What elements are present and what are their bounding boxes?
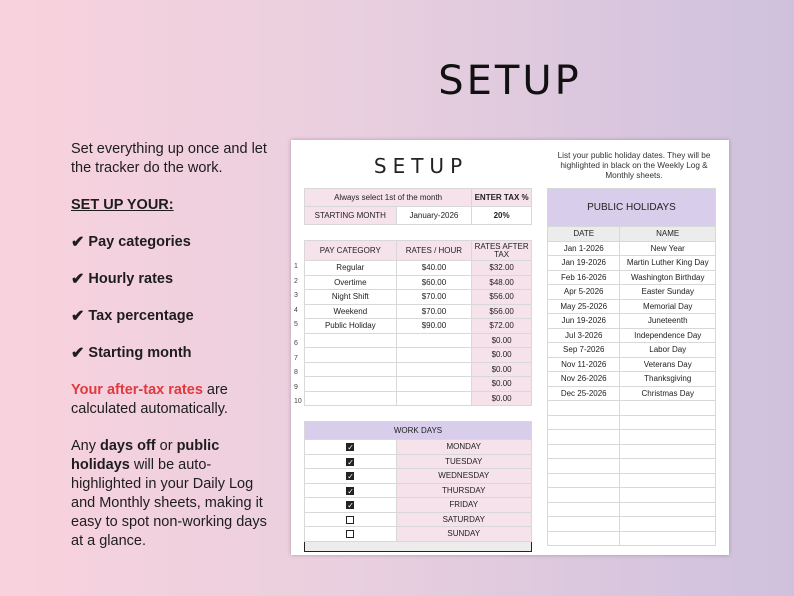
pay-category-cell[interactable]: 2 Overtime: [305, 275, 397, 290]
table-row: [305, 333, 532, 348]
rate-cell[interactable]: $70.00: [396, 290, 472, 305]
table-row: [548, 444, 716, 459]
check-icon: ✔: [71, 271, 85, 288]
rate-cell[interactable]: [396, 391, 472, 406]
checkbox-checked-icon[interactable]: ✓: [347, 486, 354, 496]
after-tax-cell: $0.00: [472, 333, 532, 348]
row-number: 10: [294, 398, 302, 406]
holiday-name-cell[interactable]: [620, 517, 716, 532]
table-row: [305, 304, 532, 319]
date-column-header: DATE: [548, 227, 620, 242]
after-tax-cell: $32.00: [472, 261, 532, 276]
pay-category-cell[interactable]: [294, 391, 397, 406]
table-row: [548, 372, 716, 387]
holiday-date-cell[interactable]: Feb 16-2026: [548, 270, 620, 285]
table-row: [548, 488, 716, 503]
pay-category-header: PAY CATEGORY: [305, 241, 397, 261]
holiday-date-cell[interactable]: [548, 502, 620, 517]
table-row: [305, 319, 532, 334]
tax-input[interactable]: 20%: [472, 207, 532, 225]
row-number: 7: [294, 354, 298, 362]
table-row: [305, 377, 532, 392]
pay-category-cell[interactable]: [294, 333, 397, 348]
work-day-checkbox-cell[interactable]: [305, 512, 397, 527]
holiday-name-cell[interactable]: [620, 488, 716, 503]
after-tax-cell: $56.00: [472, 290, 532, 305]
holiday-date-cell[interactable]: [548, 488, 620, 503]
holiday-name-cell[interactable]: Veterans Day: [620, 357, 716, 372]
work-day-checkbox-cell[interactable]: [305, 527, 397, 542]
feature-description: [71, 140, 271, 569]
holiday-name-cell[interactable]: [620, 430, 716, 445]
holiday-name-cell[interactable]: [620, 459, 716, 474]
checklist-item-label: Tax percentage: [88, 308, 194, 324]
table-row: [548, 502, 716, 517]
holiday-name-cell[interactable]: [620, 473, 716, 488]
table-row: [305, 498, 532, 513]
holiday-date-cell[interactable]: Jun 19-2026: [548, 314, 620, 329]
row-number: 9: [294, 383, 298, 391]
work-day-name: TUESDAY: [396, 454, 532, 469]
table-row: [548, 314, 716, 329]
table-row: [548, 328, 716, 343]
checklist-item: [71, 344, 271, 363]
pay-category-cell[interactable]: [294, 362, 397, 377]
starting-month-select[interactable]: January-2026: [396, 207, 472, 225]
holiday-name-cell[interactable]: Washington Birthday: [620, 270, 716, 285]
holiday-name-cell[interactable]: Thanksgiving: [620, 372, 716, 387]
name-column-header: NAME: [620, 227, 716, 242]
row-number: 5: [294, 321, 298, 329]
holiday-name-cell[interactable]: Martin Luther King Day: [620, 256, 716, 271]
holiday-date-cell[interactable]: Jan 1-2026: [548, 241, 620, 256]
checkbox-checked-icon[interactable]: ✓: [347, 443, 354, 453]
public-holidays-header: PUBLIC HOLIDAYS: [548, 189, 716, 227]
holiday-date-cell[interactable]: Nov 26-2026: [548, 372, 620, 387]
table-row: [305, 483, 532, 498]
work-day-name: SATURDAY: [396, 512, 532, 527]
holiday-name-cell[interactable]: [620, 531, 716, 546]
table-row: [548, 517, 716, 532]
setup-header: SET UP YOUR:: [71, 197, 174, 213]
table-row: [305, 348, 532, 363]
holiday-date-cell[interactable]: [548, 444, 620, 459]
row-number: 3: [294, 292, 298, 300]
rate-cell[interactable]: [396, 348, 472, 363]
rate-cell[interactable]: $40.00: [396, 261, 472, 276]
table-row: [548, 343, 716, 358]
after-tax-cell: $0.00: [472, 377, 532, 392]
pay-category-table: [294, 240, 532, 406]
work-day-name: WEDNESDAY: [396, 469, 532, 484]
work-days-table: [304, 421, 532, 552]
table-row: [548, 473, 716, 488]
checklist-item-label: Hourly rates: [88, 271, 174, 287]
pay-category-cell[interactable]: 1 Regular: [305, 261, 397, 276]
holiday-name-cell[interactable]: Memorial Day: [620, 299, 716, 314]
row-number: 2: [294, 277, 298, 285]
pay-category-cell[interactable]: 5 Public Holiday: [305, 319, 397, 334]
table-row: [305, 440, 532, 455]
holiday-date-cell[interactable]: [548, 430, 620, 445]
holiday-date-cell[interactable]: Apr 5-2026: [548, 285, 620, 300]
table-row: [548, 299, 716, 314]
holiday-name-cell[interactable]: [620, 502, 716, 517]
holiday-name-cell[interactable]: Juneteenth: [620, 314, 716, 329]
holiday-name-cell[interactable]: Christmas Day: [620, 386, 716, 401]
table-row: [305, 454, 532, 469]
work-days-header: WORK DAYS: [305, 422, 532, 440]
after-tax-cell: $0.00: [472, 391, 532, 406]
after-tax-header: RATES AFTER TAX: [472, 241, 532, 261]
rate-cell[interactable]: $60.00: [396, 275, 472, 290]
checklist-item: [71, 233, 271, 252]
work-day-checkbox-cell[interactable]: [305, 454, 397, 469]
holiday-date-cell[interactable]: Jan 19-2026: [548, 256, 620, 271]
work-day-name: MONDAY: [396, 440, 532, 455]
holiday-name-cell[interactable]: Independence Day: [620, 328, 716, 343]
rate-header: RATES / HOUR: [396, 241, 472, 261]
table-row: [548, 270, 716, 285]
holiday-name-cell[interactable]: Easter Sunday: [620, 285, 716, 300]
row-number: 6: [294, 340, 298, 348]
work-days-footer: [305, 541, 532, 551]
page-title: SETUP: [438, 58, 582, 104]
checkbox-empty-icon[interactable]: [346, 516, 354, 524]
holiday-note: List your public holiday dates. They will be highlighted in black on the Weekly Log & Monthly sheets.: [557, 151, 711, 180]
table-row: [548, 430, 716, 445]
table-row: [548, 241, 716, 256]
row-number: 1: [294, 263, 298, 271]
holiday-date-cell[interactable]: Jul 3-2026: [548, 328, 620, 343]
checkbox-checked-icon[interactable]: ✓: [347, 457, 354, 467]
rate-cell[interactable]: $70.00: [396, 304, 472, 319]
checklist-item-label: Pay categories: [88, 234, 191, 250]
sheet-title: SETUP: [373, 154, 469, 178]
holiday-name-cell[interactable]: [620, 415, 716, 430]
table-row: [548, 415, 716, 430]
checkbox-checked-icon[interactable]: ✓: [347, 472, 354, 482]
work-day-checkbox-cell[interactable]: [305, 469, 397, 484]
setup-checklist: [71, 233, 271, 363]
starting-month-label: STARTING MONTH: [305, 207, 397, 225]
holiday-date-cell[interactable]: May 25-2026: [548, 299, 620, 314]
work-day-name: FRIDAY: [396, 498, 532, 513]
starting-month-table: [304, 188, 532, 225]
checkbox-checked-icon[interactable]: ✓: [347, 501, 354, 511]
holiday-date-cell[interactable]: Dec 25-2026: [548, 386, 620, 401]
table-row: [548, 256, 716, 271]
work-day-name: THURSDAY: [396, 483, 532, 498]
table-row: [305, 290, 532, 305]
table-row: [548, 531, 716, 546]
tax-header: ENTER TAX %: [472, 189, 532, 207]
public-holidays-table: [547, 188, 716, 546]
table-row: [548, 386, 716, 401]
start-note: Always select 1st of the month: [305, 189, 472, 207]
table-row: [305, 261, 532, 276]
table-row: [548, 401, 716, 416]
checkbox-empty-icon[interactable]: [346, 530, 354, 538]
holiday-date-cell[interactable]: [548, 517, 620, 532]
pay-category-cell[interactable]: 4 Weekend: [305, 304, 397, 319]
holiday-date-cell[interactable]: [548, 459, 620, 474]
holiday-date-cell[interactable]: [548, 401, 620, 416]
holiday-date-cell[interactable]: [548, 415, 620, 430]
rate-cell[interactable]: [396, 362, 472, 377]
table-row: [305, 391, 532, 406]
rate-cell[interactable]: [396, 377, 472, 392]
rate-cell[interactable]: [396, 333, 472, 348]
holiday-text: Any days off or public holidays will be auto-highlighted in your Daily Log and Monthly sheets, making it easy to spot non-working days at a glance.: [71, 438, 267, 549]
checklist-item-label: Starting month: [88, 345, 192, 361]
after-tax-cell: $72.00: [472, 319, 532, 334]
after-tax-cell: $0.00: [472, 348, 532, 363]
after-tax-cell: $48.00: [472, 275, 532, 290]
work-day-name: SUNDAY: [396, 527, 532, 542]
rate-cell[interactable]: $90.00: [396, 319, 472, 334]
holiday-name-cell[interactable]: New Year: [620, 241, 716, 256]
work-day-checkbox-cell[interactable]: [305, 440, 397, 455]
holiday-name-cell[interactable]: [620, 401, 716, 416]
check-icon: ✔: [71, 234, 85, 251]
holiday-date-cell[interactable]: Sep 7-2026: [548, 343, 620, 358]
pay-category-cell[interactable]: 3 Night Shift: [305, 290, 397, 305]
row-number: 8: [294, 369, 298, 377]
after-tax-cell: $56.00: [472, 304, 532, 319]
checklist-item: [71, 307, 271, 326]
work-day-checkbox-cell[interactable]: [305, 483, 397, 498]
table-row: [305, 527, 532, 542]
table-row: [548, 459, 716, 474]
table-row: [305, 275, 532, 290]
table-row: [305, 362, 532, 377]
after-tax-text: Your after-tax rates are calculated automatically.: [71, 382, 228, 417]
work-day-checkbox-cell[interactable]: [305, 498, 397, 513]
after-tax-cell: $0.00: [472, 362, 532, 377]
holiday-name-cell[interactable]: Labor Day: [620, 343, 716, 358]
table-row: [548, 357, 716, 372]
pay-category-cell[interactable]: [294, 348, 397, 363]
table-row: [305, 512, 532, 527]
holiday-date-cell[interactable]: [548, 531, 620, 546]
holiday-name-cell[interactable]: [620, 444, 716, 459]
row-number: 4: [294, 306, 298, 314]
check-icon: ✔: [71, 308, 85, 325]
table-row: [548, 285, 716, 300]
intro-text: Set everything up once and let the tracker do the work.: [71, 141, 267, 176]
holiday-date-cell[interactable]: Nov 11-2026: [548, 357, 620, 372]
checklist-item: [71, 270, 271, 289]
pay-category-cell[interactable]: [294, 377, 397, 392]
check-icon: ✔: [71, 345, 85, 362]
holiday-date-cell[interactable]: [548, 473, 620, 488]
table-row: [305, 469, 532, 484]
setup-sheet-preview: [291, 140, 729, 555]
